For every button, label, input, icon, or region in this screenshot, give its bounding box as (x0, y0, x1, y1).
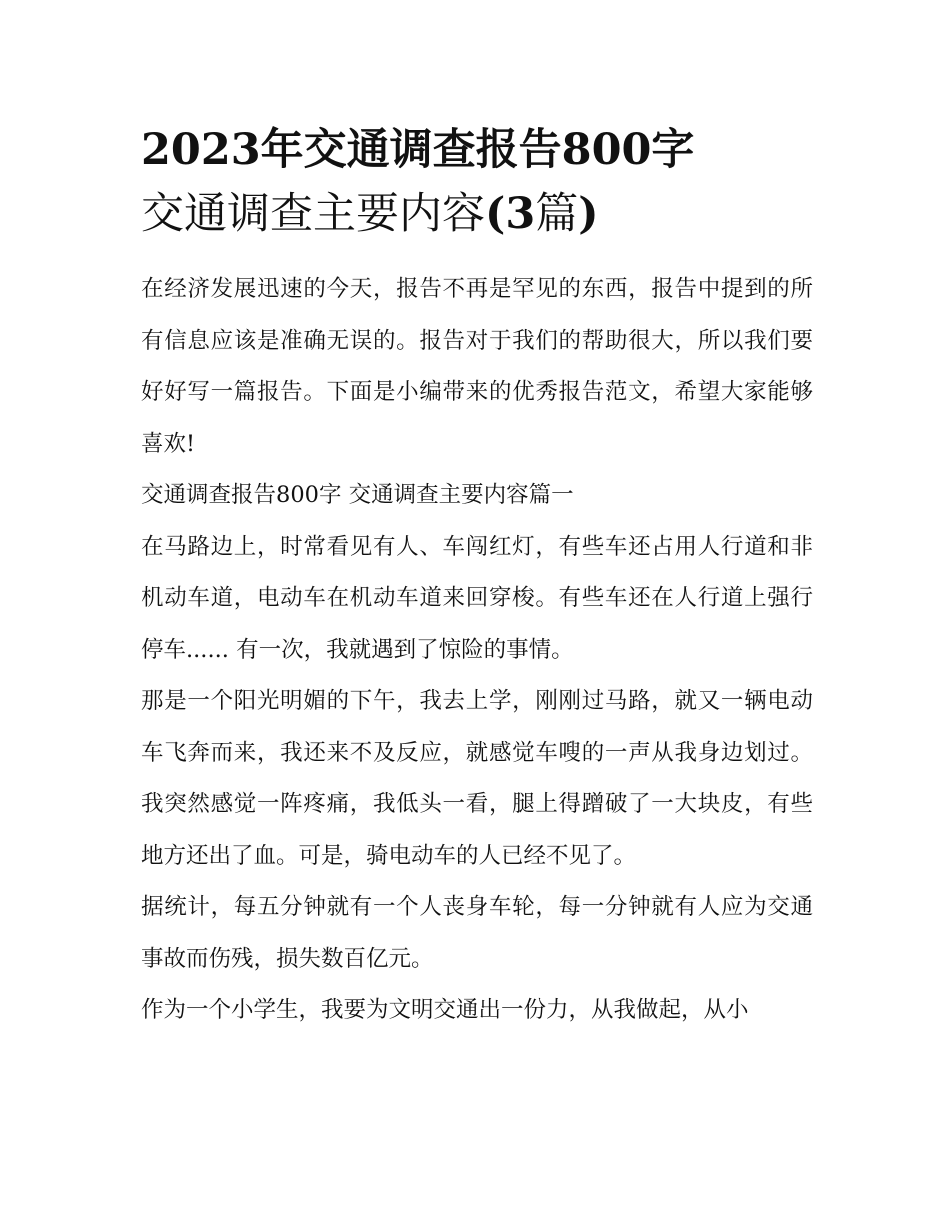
title-line-2 (141, 182, 813, 246)
title-line-2-close: ) (578, 189, 599, 239)
document-title (141, 118, 813, 246)
body-paragraph: 在马路边上，时常看见有人、车闯红灯，有些车还占用人行道和非机动车道，电动车在机动车道来回穿梭。有些车还在人行道上强行停车...... 有一次，我就遇到了惊险的事情。 (141, 533, 813, 663)
title-line-1: 2023年交通调查报告800字 (141, 125, 695, 175)
document-body (141, 264, 813, 1037)
title-line-2-count: (3 (485, 189, 536, 239)
title-line-2-unit: 篇 (535, 189, 579, 239)
title-line-2-text: 交通调查主要内容 (141, 189, 485, 239)
section-heading: 交通调查报告800字 交通调查主要内容篇一 (141, 482, 574, 508)
body-paragraph: 作为一个小学生，我要为文明交通出一份力，从我做起，从小 (141, 997, 749, 1023)
body-paragraph: 据统计，每五分钟就有一个人丧身车轮，每一分钟就有人应为交通事故而伤残，损失数百亿元。 (141, 894, 813, 972)
body-paragraph: 那是一个阳光明媚的下午，我去上学，刚刚过马路，就又一辆电动车飞奔而来，我还来不及反应，就感觉车嗖的一声从我身边划过。我突然感觉一阵疼痛，我低头一看，腿上得蹭破了一大块皮，有些地方还出了血。可是，骑电动车的人已经不见了。 (141, 688, 813, 869)
intro-paragraph: 在经济发展迅速的今天，报告不再是罕见的东西，报告中提到的所有信息应该是准确无误的。报告对于我们的帮助很大，所以我们要好好写一篇报告。下面是小编带来的优秀报告范文，希望大家能够喜欢! (141, 276, 813, 457)
document-page (141, 118, 813, 1037)
